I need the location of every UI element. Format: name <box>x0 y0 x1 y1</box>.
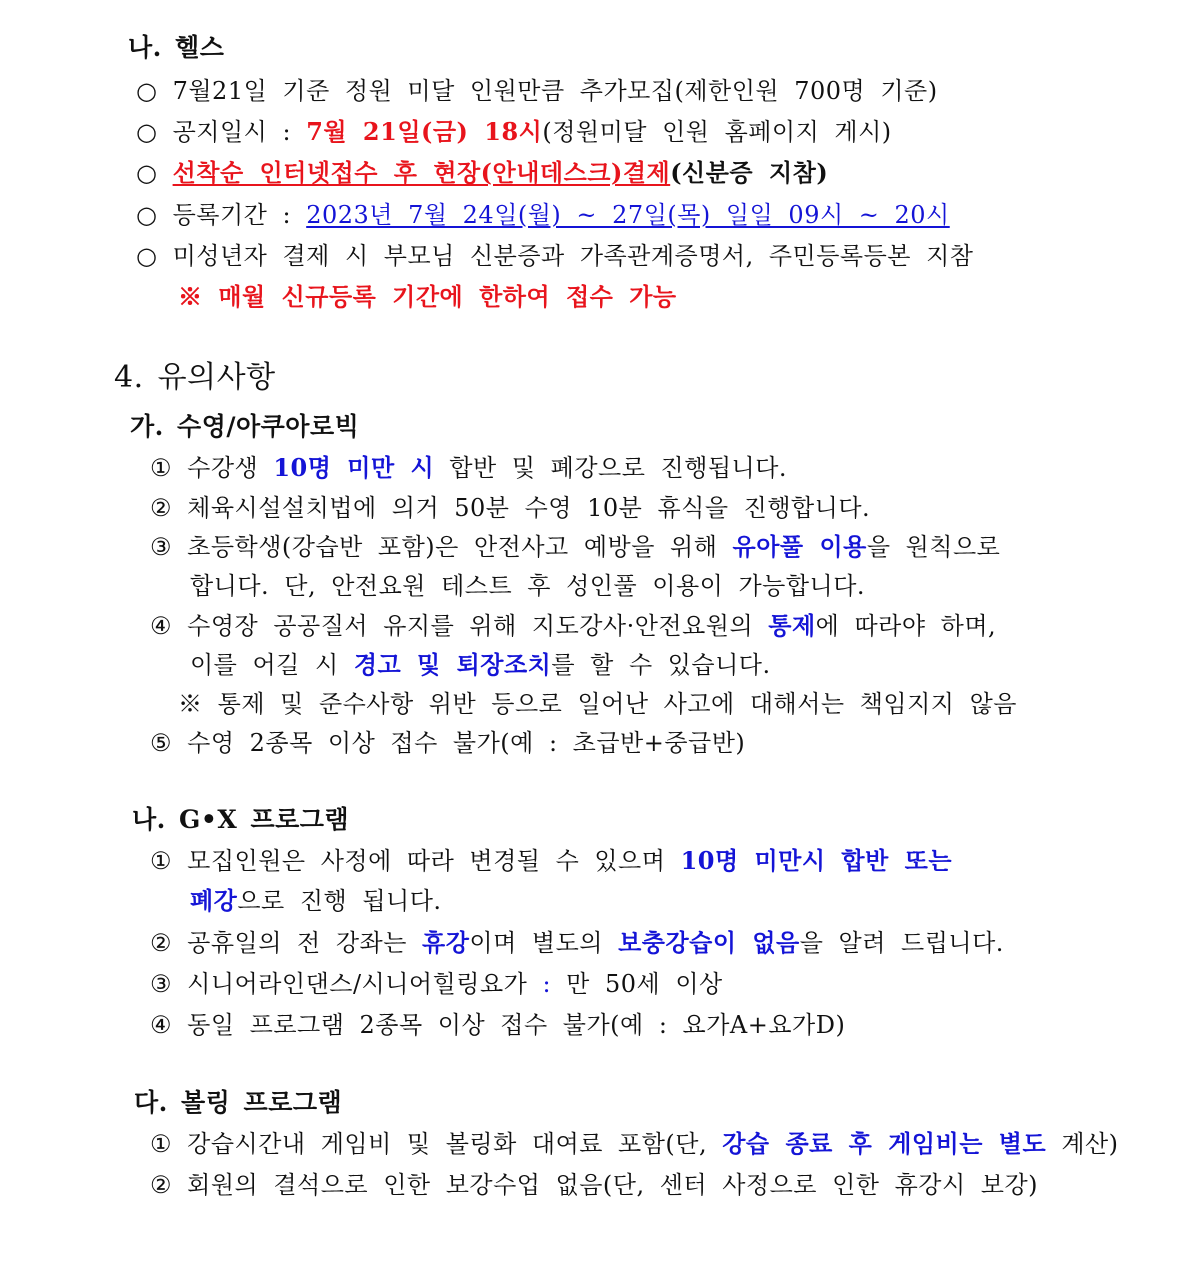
swim-item-3 <box>150 532 1000 562</box>
item-suffix: 계산) <box>1046 1130 1119 1158</box>
notice-datetime: 7월 21일(금) 18시 <box>306 117 543 146</box>
swim-heading: 가. 수영/아쿠아로빅 <box>130 412 360 441</box>
item-marker: ② <box>150 494 173 522</box>
item-prefix: 강습시간내 게임비 및 볼링화 대여료 포함(단, <box>187 1130 723 1158</box>
item-marker: ④ <box>150 1011 173 1039</box>
bowling-item-2 <box>150 1170 1038 1200</box>
item-highlight: 10명 미만 시 <box>273 453 435 482</box>
gx-item-3 <box>150 969 723 999</box>
swim-item-3-continued: 합니다. 단, 안전요원 테스트 후 성인풀 이용이 가능합니다. <box>190 572 866 600</box>
first-come-notice: 선착순 인터넷접수 후 현장(안내데스크)결제 <box>172 158 671 187</box>
swim-item-4-continued <box>190 650 771 680</box>
item-highlight: 강습 종료 후 게임비는 별도 <box>722 1129 1047 1158</box>
item-suffix: 으로 진행 됩니다. <box>237 887 442 915</box>
item-suffix: 에 따라야 하며, <box>815 612 997 640</box>
gx-item-1 <box>150 846 952 876</box>
registration-period: 2023년 7월 24일(월) ~ 27일(목) 일일 09시 ~ 20시 <box>306 201 950 229</box>
bullet-suffix: (정원미달 인원 홈페이지 게시) <box>542 118 892 146</box>
item-marker: ③ <box>150 533 173 561</box>
health-bullet-5 <box>136 241 973 271</box>
bowling-heading: 다. 볼링 프로그램 <box>134 1088 343 1117</box>
item-highlight: 휴강 <box>422 928 470 957</box>
item-text: 체육시설설치법에 의거 50분 수영 10분 휴식을 진행합니다. <box>187 494 871 522</box>
item-highlight: 보충강습이 없음 <box>618 928 800 957</box>
item-highlight: 10명 미만시 합반 또는 <box>680 846 952 875</box>
item-highlight: 유아풀 이용 <box>732 532 867 561</box>
item-middle: 이며 별도의 <box>469 929 619 957</box>
health-bullet-4 <box>136 200 950 230</box>
swim-item-5 <box>150 728 745 758</box>
section-4-heading: 4. 유의사항 <box>114 360 276 395</box>
health-bullet-1 <box>136 76 938 106</box>
item-text: 수영 2종목 이상 접수 불가(예 : 초급반+중급반) <box>187 729 746 757</box>
gx-heading: 나. G•X 프로그램 <box>132 805 350 834</box>
item-marker: ③ <box>150 970 173 998</box>
item-marker: ① <box>150 1130 173 1158</box>
item-marker: ② <box>150 929 173 957</box>
bullet-marker: ○ <box>136 242 158 270</box>
item-prefix: 공휴일의 전 강좌는 <box>187 929 423 957</box>
swim-item-2 <box>150 493 870 523</box>
item-highlight: : <box>542 970 552 998</box>
bullet-text: 7월21일 기준 정원 미달 인원만큼 추가모집(제한인원 700명 기준) <box>172 77 938 105</box>
item-prefix: 수강생 <box>187 454 274 482</box>
bullet-marker: ○ <box>136 159 158 187</box>
item-suffix: 을 알려 드립니다. <box>799 929 1004 957</box>
swim-item-1 <box>150 453 787 483</box>
item-prefix: 시니어라인댄스/시니어힐링요가 <box>187 970 543 998</box>
health-heading: 나. 헬스 <box>128 33 225 62</box>
bullet-marker: ○ <box>136 77 158 105</box>
gx-item-4 <box>150 1010 845 1040</box>
health-bullet-3 <box>136 158 828 188</box>
item-text: 동일 프로그램 2종목 이상 접수 불가(예 : 요가A+요가D) <box>187 1011 846 1039</box>
item-suffix: 만 50세 이상 <box>551 970 723 998</box>
bullet-prefix: 등록기간 : <box>172 201 307 229</box>
item-marker: ① <box>150 454 173 482</box>
item-marker: ② <box>150 1171 173 1199</box>
gx-item-2 <box>150 928 1004 958</box>
swim-note: ※ 통제 및 준수사항 위반 등으로 일어난 사고에 대해서는 책임지지 않음 <box>178 690 1017 718</box>
item-prefix: 모집인원은 사정에 따라 변경될 수 있으며 <box>187 847 681 875</box>
item-highlight: 통제 <box>768 611 816 640</box>
item-highlight: 경고 및 퇴장조치 <box>353 650 552 679</box>
item-highlight: 폐강 <box>190 886 238 915</box>
bullet-text: 미성년자 결제 시 부모님 신분증과 가족관계증명서, 주민등록등본 지참 <box>172 242 974 270</box>
bullet-marker: ○ <box>136 201 158 229</box>
item-text: 회원의 결석으로 인한 보강수업 없음(단, 센터 사정으로 인한 휴강시 보강) <box>187 1171 1039 1199</box>
item-prefix: 수영장 공공질서 유지를 위해 지도강사·안전요원의 <box>187 612 769 640</box>
item-prefix: 이를 어길 시 <box>190 651 354 679</box>
bullet-suffix: (신분증 지참) <box>670 158 829 187</box>
item-marker: ⑤ <box>150 729 173 757</box>
item-marker: ④ <box>150 612 173 640</box>
item-marker: ① <box>150 847 173 875</box>
bullet-prefix: 공지일시 : <box>172 118 307 146</box>
swim-item-4 <box>150 611 996 641</box>
item-suffix: 합반 및 폐강으로 진행됩니다. <box>434 454 788 482</box>
item-suffix: 를 할 수 있습니다. <box>551 651 771 679</box>
gx-item-1-continued <box>190 886 442 916</box>
health-note: ※ 매월 신규등록 기간에 한하여 접수 가능 <box>178 282 677 311</box>
bowling-item-1 <box>150 1129 1119 1159</box>
bullet-marker: ○ <box>136 118 158 146</box>
item-suffix: 을 원칙으로 <box>866 533 1001 561</box>
health-bullet-2 <box>136 117 892 147</box>
item-prefix: 초등학생(강습반 포함)은 안전사고 예방을 위해 <box>187 533 733 561</box>
